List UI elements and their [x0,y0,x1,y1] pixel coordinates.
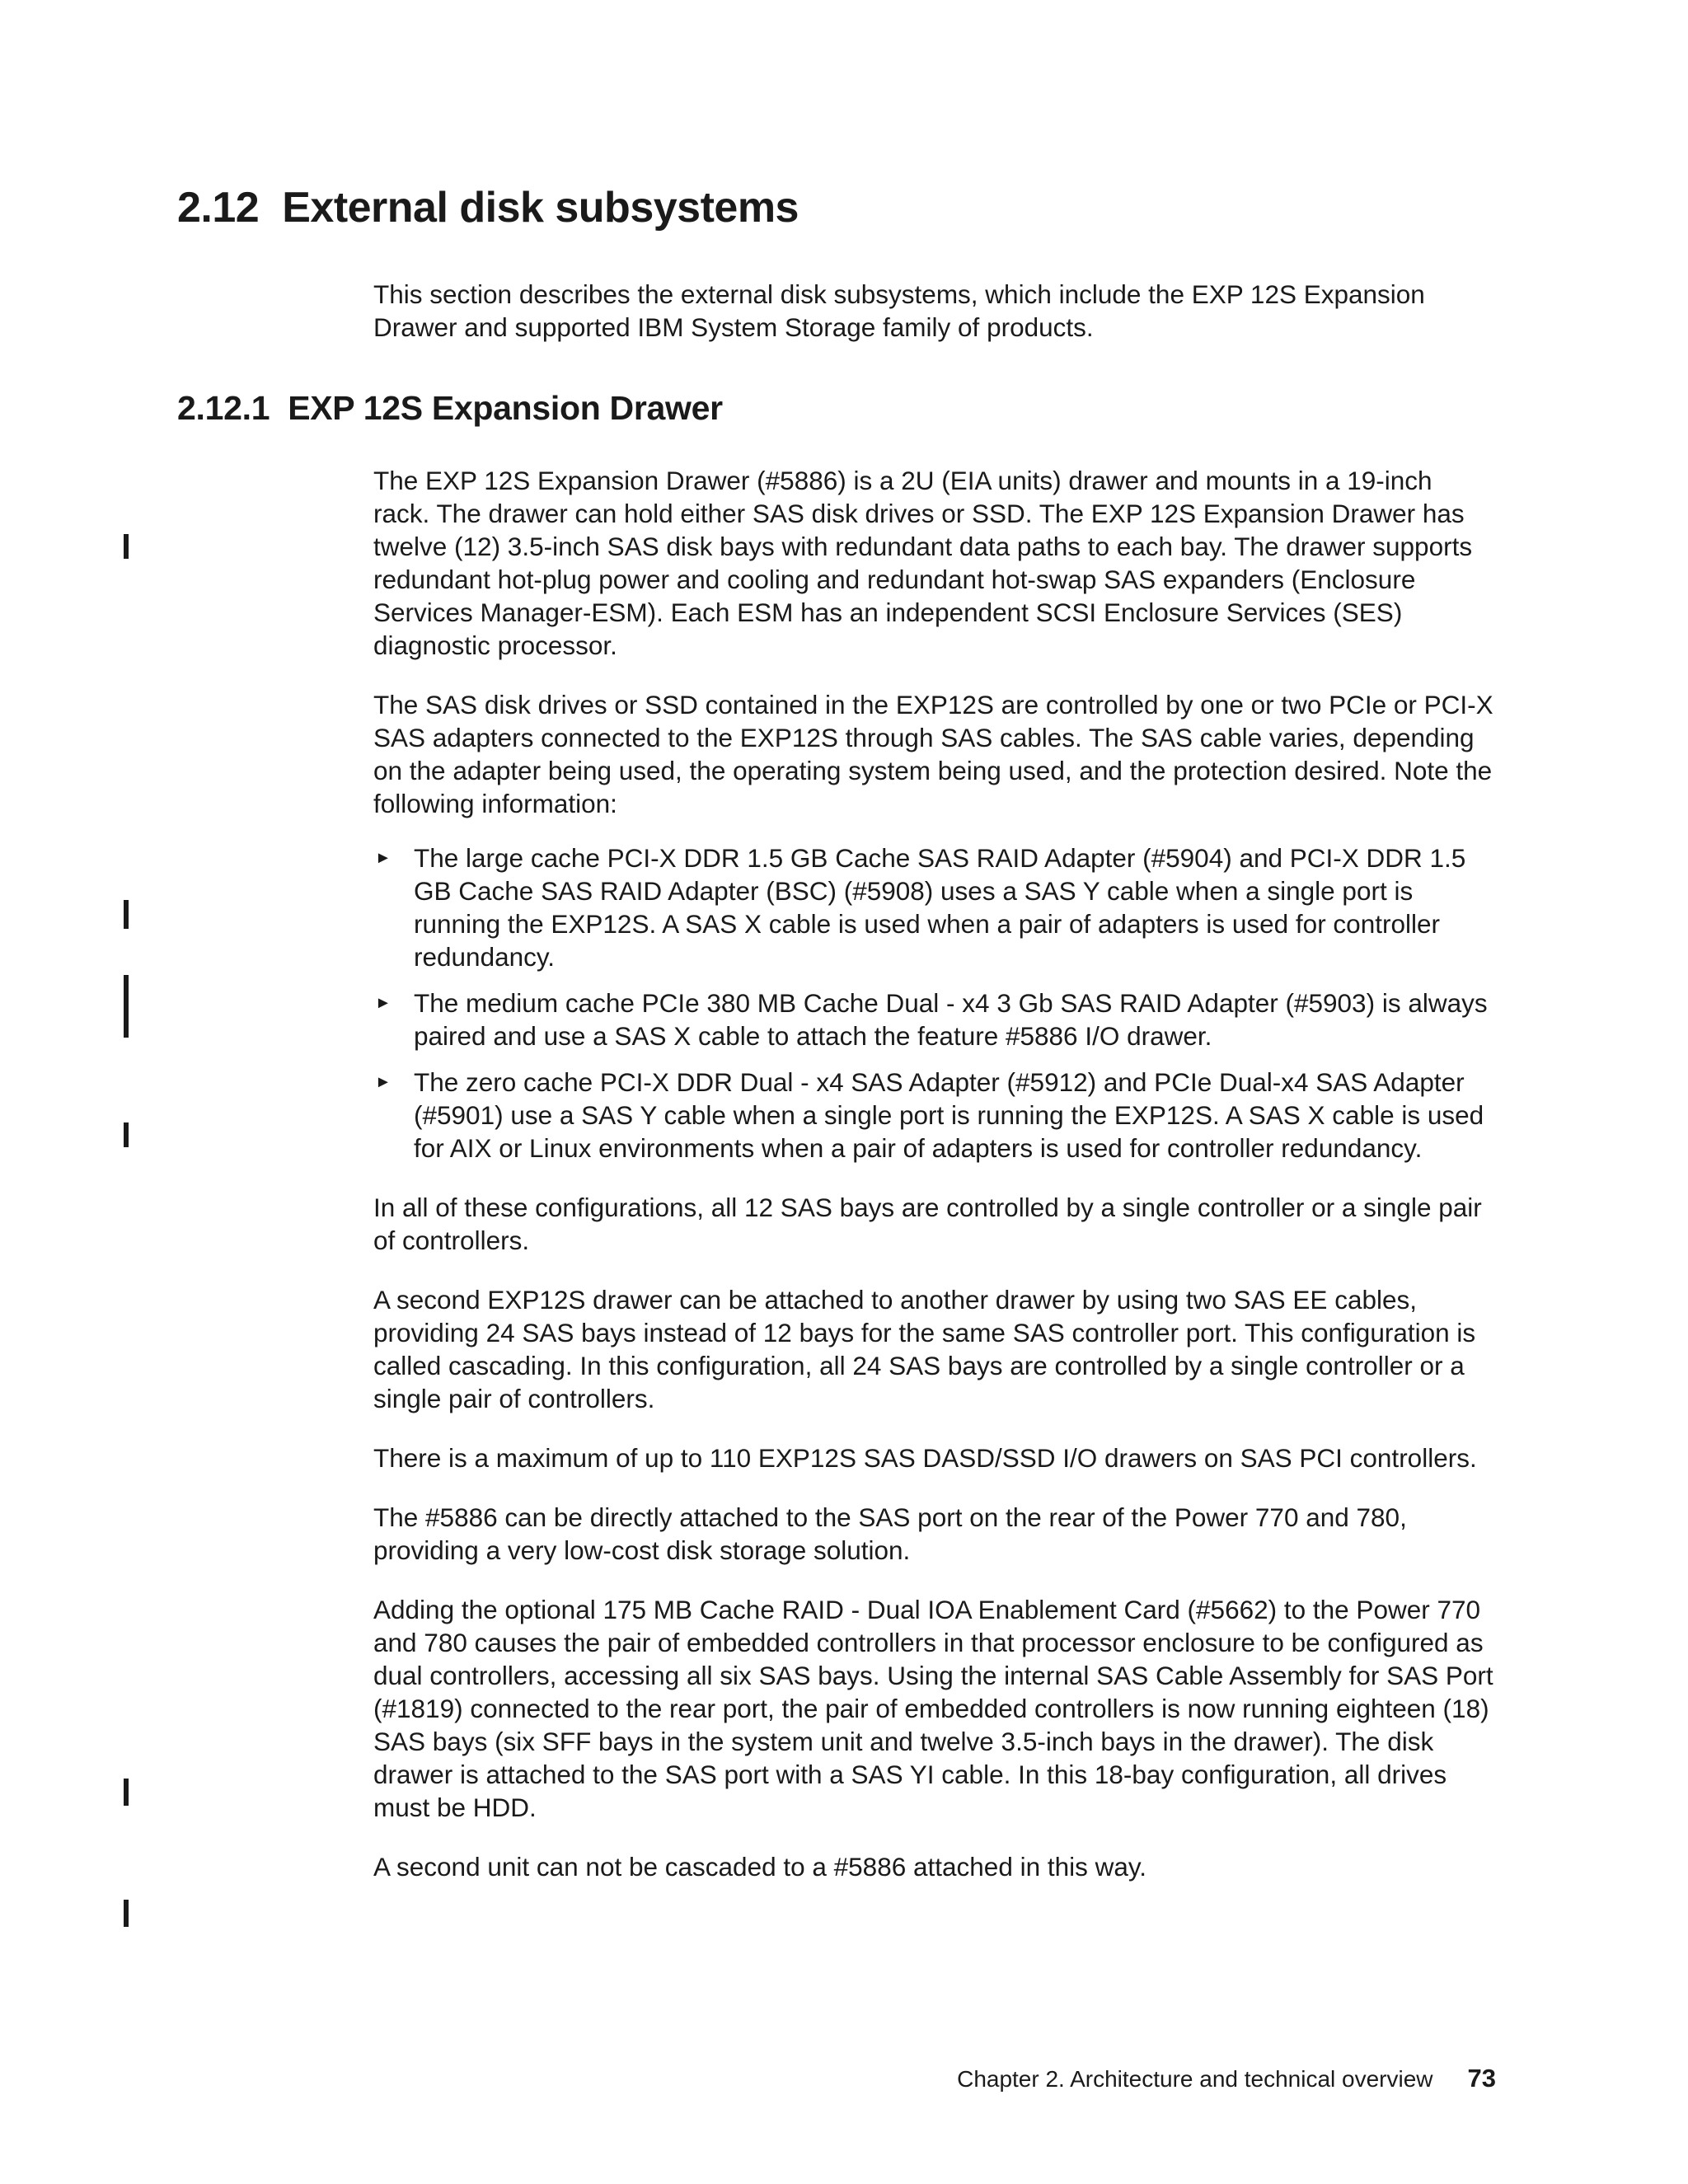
list-item-text: The large cache PCI-X DDR 1.5 GB Cache SAS RAID Adapter (#5904) and PCI-X DDR 1.5 GB Cache SAS RAID Adapter (BSC) (#5908) uses a SAS Y cable when a single port is running the EXP12S. A SAS X cable is used when a pair of adapters is used for controller redundancy. [414,843,1466,972]
bullet-list [373,841,1494,1165]
body-paragraph: A second unit can not be cascaded to a #5886 attached in this way. [373,1852,1147,1882]
subsection-body [373,464,1494,1910]
body-paragraph: There is a maximum of up to 110 EXP12S SAS DASD/SSD I/O drawers on SAS PCI controllers. [373,1443,1477,1473]
subsection-title: EXP 12S Expansion Drawer [288,389,723,427]
list-item [373,841,1494,973]
body-paragraph: The #5886 can be directly attached to the SAS port on the rear of the Power 770 and 780, providing a very low-cost disk storage solution. [373,1502,1407,1565]
page-number: 73 [1467,2064,1496,2093]
change-bar [124,534,129,559]
bullet-marker-icon: ► [375,1073,392,1091]
change-bar [124,975,129,1038]
section-title: External disk subsystems [282,184,799,232]
bullet-marker-icon: ► [375,849,392,867]
bullet-marker-icon: ► [375,994,392,1012]
body-paragraph: The SAS disk drives or SSD contained in the EXP12S are controlled by one or two PCIe or PCI-X SAS adapters connected to the EXP12S through SAS cables. The SAS cable varies, depending on the adapter being used, the operating system being used, and the protection desired. Note the following information: [373,690,1493,818]
section-heading [177,183,799,232]
body-paragraph: In all of these configurations, all 12 SAS bays are controlled by a single controller or a single pair of controllers. [373,1193,1482,1255]
list-item [373,1066,1494,1165]
subsection-number: 2.12.1 [177,389,270,427]
section-number: 2.12 [177,184,260,232]
list-item-text: The zero cache PCI-X DDR Dual - x4 SAS Adapter (#5912) and PCIe Dual-x4 SAS Adapter (#5901) use a SAS Y cable when a single port is running the EXP12S. A SAS X cable is used for AIX or Linux environments when a pair of adapters is used for controller redundancy. [414,1067,1484,1163]
change-bar [124,1779,129,1806]
body-paragraph: Adding the optional 175 MB Cache RAID - Dual IOA Enablement Card (#5662) to the Power 770 and 780 causes the pair of embedded controllers in that processor enclosure to be configured as dual controllers, accessing all six SAS bays. Using the internal SAS Cable Assembly for SAS Port (#1819) connected to the rear port, the pair of embedded controllers is now running eighteen (18) SAS bays (six SFF bays in the system unit and twelve 3.5-inch bays in the drawer). The disk drawer is attached to the SAS port with a SAS YI cable. In this 18-bay configuration, all drives must be HDD. [373,1595,1493,1822]
change-bar [124,1122,129,1147]
intro-paragraph: This section describes the external disk subsystems, which include the EXP 12S Expansion Drawer and supported IBM System Storage family of products. [373,279,1425,342]
body-paragraph: A second EXP12S drawer can be attached to another drawer by using two SAS EE cables, providing 24 SAS bays instead of 12 bays for the same SAS controller port. This configuration is called cascading. In this configuration, all 24 SAS bays are controlled by a single controller or a single pair of controllers. [373,1285,1476,1413]
list-item-text: The medium cache PCIe 380 MB Cache Dual - x4 3 Gb SAS RAID Adapter (#5903) is always paired and use a SAS X cable to attach the feature #5886 I/O drawer. [414,988,1488,1051]
footer-chapter: Chapter 2. Architecture and technical overview [957,2066,1433,2092]
page-footer [824,2064,1496,2093]
change-bar [124,900,129,929]
change-bar [124,1900,129,1927]
subsection-heading [177,389,723,428]
section-intro [373,278,1494,370]
list-item [373,987,1494,1052]
body-paragraph: The EXP 12S Expansion Drawer (#5886) is a 2U (EIA units) drawer and mounts in a 19-inch rack. The drawer can hold either SAS disk drives or SSD. The EXP 12S Expansion Drawer has twelve (12) 3.5-inch SAS disk bays with redundant data paths to each bay. The drawer supports redundant hot-plug power and cooling and redundant hot-swap SAS expanders (Enclosure Services Manager-ESM). Each ESM has an independent SCSI Enclosure Services (SES) diagnostic processor. [373,466,1473,660]
